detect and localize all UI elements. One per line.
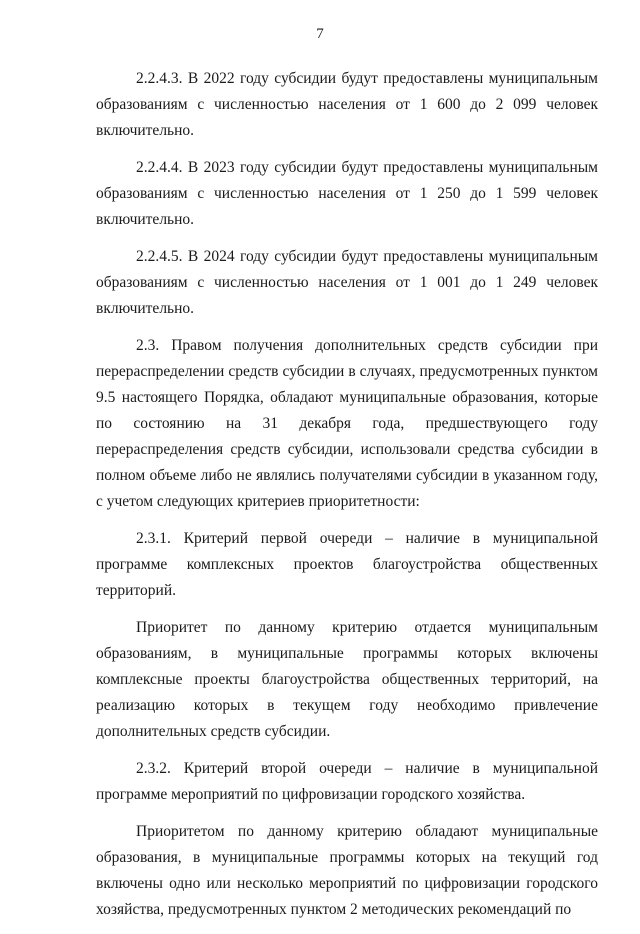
document-body (96, 66, 598, 934)
paragraph-2-3: 2.3. Правом получения дополнительных средств субсидии при перераспределении средств субсидии в случаях, предусмотренных пунктом 9.5 настоящего Порядка, обладают муниципальные образования, которые по состоянию на 31 декабря года, предшествующего году перераспределения средств субсидии, использовали средства субсидии в полном объеме либо не являлись получателями субсидии в указанном году, с учетом следующих критериев приоритетности: (96, 337, 598, 510)
paragraph-2-2-4-3: 2.2.4.3. В 2022 году субсидии будут предоставлены муниципальным образованиям с численностью населения от 1 600 до 2 099 человек включительно. (96, 70, 598, 139)
paragraph-2-2-4-4: 2.2.4.4. В 2023 году субсидии будут предоставлены муниципальным образованиям с численностью населения от 1 250 до 1 599 человек включительно. (96, 159, 598, 228)
paragraph-2-2-4-5: 2.2.4.5. В 2024 году субсидии будут предоставлены муниципальным образованиям с численностью населения от 1 001 до 1 249 человек включительно. (96, 248, 598, 317)
page-number: 7 (316, 26, 324, 42)
paragraph-2-3-1: 2.3.1. Критерий первой очереди – наличие в муниципальной программе комплексных проектов благоустройства общественных территорий. (96, 530, 598, 599)
paragraph-priority-first: Приоритет по данному критерию отдается муниципальным образованиям, в муниципальные программы которых включены комплексные проекты благоустройства общественных территорий, на реализацию которых в текущем году необходимо привлечение дополнительных средств субсидии. (96, 619, 598, 740)
paragraph-priority-second: Приоритетом по данному критерию обладают муниципальные образования, в муниципальные программы которых на текущий год включены одно или несколько мероприятий по цифровизации городского хозяйства, предусмотренных пунктом 2 методических рекомендаций по (96, 823, 598, 918)
paragraph-2-3-2: 2.3.2. Критерий второй очереди – наличие в муниципальной программе мероприятий по цифровизации городского хозяйства. (96, 760, 598, 803)
